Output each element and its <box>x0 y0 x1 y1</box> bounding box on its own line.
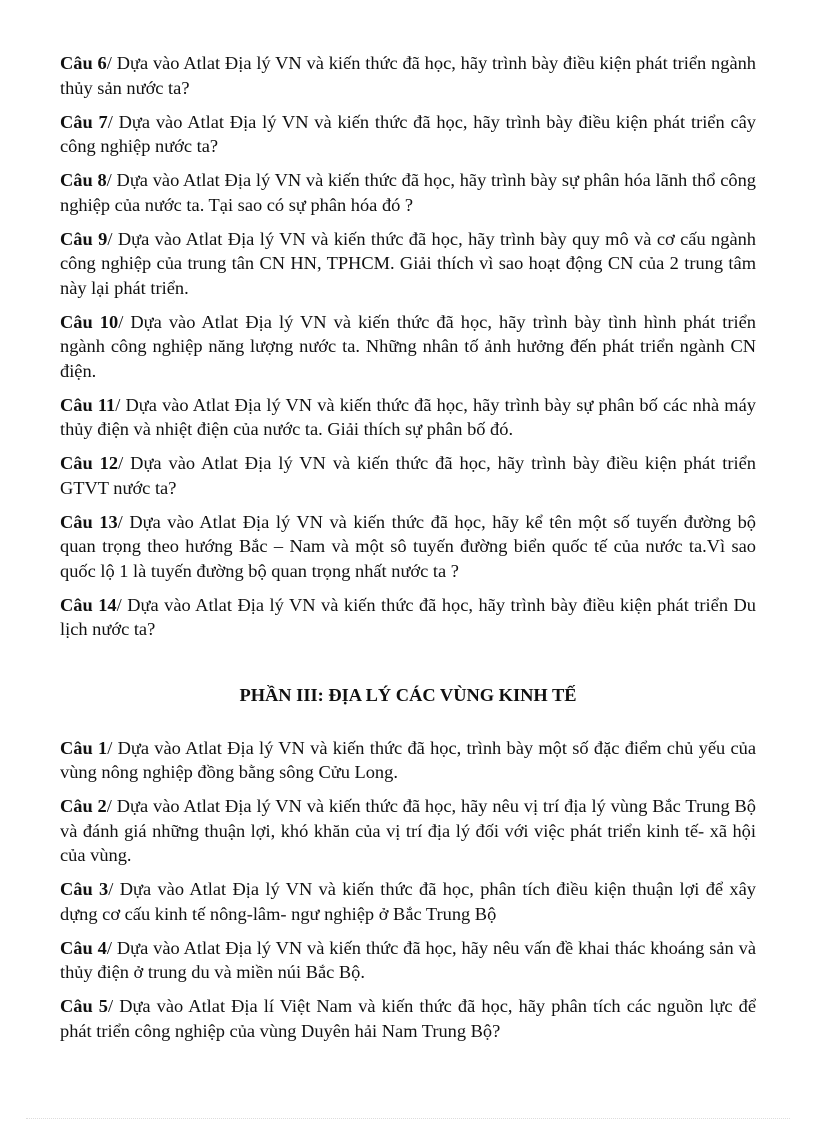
question-number: Câu 2 <box>60 796 107 816</box>
question-text: Dựa vào Atlat Địa lý VN và kiến thức đã học, hãy trình bày điều kiện phát triển ngành thủy sản nước ta? <box>60 53 756 98</box>
question-cau-14: Câu 14/ Dựa vào Atlat Địa lý VN và kiến thức đã học, hãy trình bày điều kiện phát triển Du lịch nước ta? <box>60 594 756 639</box>
question-number: Câu 10 <box>60 311 119 332</box>
question-text: Dựa vào Atlat Địa lý VN và kiến thức đã học, hãy nêu vị trí địa lý vùng Bắc Trung Bộ và đánh giá những thuận lợi, khó khăn của vị trí địa lý đối với việc phát triển kinh tế- xã hội của vùng. <box>60 796 756 865</box>
question-cau-9: Câu 9/ Dựa vào Atlat Địa lý VN và kiến thức đã học, hãy trình bày quy mô và cơ cấu ngành công nghiệp của trung tân CN HN, TPHCM. Giải thích vì sao hoạt động CN của 2 trung tâm này lại phát triển. <box>60 228 756 298</box>
question-number: Câu 4 <box>60 937 107 958</box>
question-number: Câu 12 <box>60 453 119 473</box>
question-number: Câu 6 <box>60 53 107 73</box>
question-text: Dựa vào Atlat Địa lý VN và kiến thức đã học, hãy trình bày sự phân hóa lãnh thổ công nghiệp của nước ta. Tại sao có sự phân hóa đó ? <box>60 170 756 215</box>
section-title: PHẦN III: ĐỊA LÝ CÁC VÙNG KINH TẾ <box>239 684 577 705</box>
question-cau-1: Câu 1/ Dựa vào Atlat Địa lý VN và kiến thức đã học, trình bày một số đặc điểm chủ yếu của vùng nông nghiệp đồng bằng sông Cửu Long. <box>60 737 756 782</box>
question-number: Câu 8 <box>60 170 107 190</box>
question-cau-4: Câu 4/ Dựa vào Atlat Địa lý VN và kiến thức đã học, hãy nêu vấn đề khai thác khoáng sản và thủy điện ở trung du và miền núi Bắc Bộ. <box>60 937 757 982</box>
question-text: Dựa vào Atlat Địa lý VN và kiến thức đã học, hãy trình bày quy mô và cơ cấu ngành công nghiệp của trung tân CN HN, TPHCM. Giải thích vì sao hoạt động CN của 2 trung tâm này lại phát triển. <box>60 228 756 298</box>
question-cau-2: Câu 2/ Dựa vào Atlat Địa lý VN và kiến thức đã học, hãy nêu vị trí địa lý vùng Bắc Trung Bộ và đánh giá những thuận lợi, khó khăn của vị trí địa lý đối với việc phát triển kinh tế- xã hội của vùng. <box>60 796 756 865</box>
document-page <box>60 51 756 1053</box>
question-cau-5: Câu 5/ Dựa vào Atlat Địa lí Việt Nam và kiến thức đã học, hãy phân tích các nguồn lực để phát triển công nghiệp của vùng Duyên hải Nam Trung Bộ? <box>60 996 756 1041</box>
question-text: Dựa vào Atlat Địa lý VN và kiến thức đã học, hãy nêu vấn đề khai thác khoáng sản và thủy điện ở trung du và miền núi Bắc Bộ. <box>60 937 757 982</box>
question-text: Dựa vào Atlat Địa lý VN và kiến thức đã học, hãy trình bày điều kiện phát triển cây công nghiệp nước ta? <box>60 111 756 156</box>
question-cau-11: Câu 11/ Dựa vào Atlat Địa lý VN và kiến thức đã học, hãy trình bày sự phân bố các nhà máy thủy điện và nhiệt điện của nước ta. Giải thích sự phân bố đó. <box>60 394 756 439</box>
question-number: Câu 3 <box>60 879 109 899</box>
question-number: Câu 11 <box>60 394 116 415</box>
question-cau-13: Câu 13/ Dựa vào Atlat Địa lý VN và kiến thức đã học, hãy kể tên một số tuyến đường bộ quan trọng theo hướng Bắc – Nam và một sô tuyến đường biển quốc tế của nước ta.Vì sao quốc lộ 1 là tuyến đường bộ quan trọng nhất nước ta ? <box>60 511 756 581</box>
question-cau-6: Câu 6/ Dựa vào Atlat Địa lý VN và kiến thức đã học, hãy trình bày điều kiện phát triển ngành thủy sản nước ta? <box>60 53 756 98</box>
question-number: Câu 5 <box>60 996 108 1016</box>
page-footer-divider <box>26 1118 790 1119</box>
question-text: Dựa vào Atlat Địa lý VN và kiến thức đã học, hãy trình bày sự phân bố các nhà máy thủy điện và nhiệt điện của nước ta. Giải thích sự phân bố đó. <box>60 394 756 439</box>
question-text: Dựa vào Atlat Địa lý VN và kiến thức đã học, hãy kể tên một số tuyến đường bộ quan trọng theo hướng Bắc – Nam và một sô tuyến đường biển quốc tế của nước ta.Vì sao quốc lộ 1 là tuyến đường bộ quan trọng nhất nước ta ? <box>60 511 756 581</box>
question-text: Dựa vào Atlat Địa lý VN và kiến thức đã học, hãy trình bày tình hình phát triển ngành công nghiệp năng lượng nước ta. Những nhân tố ảnh hưởng đến phát triển ngành CN điện. <box>60 311 756 381</box>
question-number: Câu 1 <box>60 737 108 758</box>
question-number: Câu 7 <box>60 111 108 132</box>
question-cau-12: Câu 12/ Dựa vào Atlat Địa lý VN và kiến thức đã học, hãy trình bày điều kiện phát triển GTVT nước ta? <box>60 453 756 498</box>
question-text: Dựa vào Atlat Địa lý VN và kiến thức đã học, phân tích điều kiện thuận lợi để xây dựng cơ cấu kinh tế nông-lâm- ngư nghiệp ở Bắc Trung Bộ <box>60 879 756 924</box>
question-number: Câu 13 <box>60 511 118 532</box>
part3-question-list <box>60 736 756 1044</box>
question-cau-10: Câu 10/ Dựa vào Atlat Địa lý VN và kiến thức đã học, hãy trình bày tình hình phát triển ngành công nghiệp năng lượng nước ta. Những nhân tố ảnh hưởng đến phát triển ngành CN điện. <box>60 311 756 381</box>
part2-question-list <box>60 51 756 642</box>
question-cau-3: Câu 3/ Dựa vào Atlat Địa lý VN và kiến thức đã học, phân tích điều kiện thuận lợi để xây dựng cơ cấu kinh tế nông-lâm- ngư nghiệp ở Bắc Trung Bộ <box>60 879 756 924</box>
question-cau-7: Câu 7/ Dựa vào Atlat Địa lý VN và kiến thức đã học, hãy trình bày điều kiện phát triển cây công nghiệp nước ta? <box>60 111 756 156</box>
question-text: Dựa vào Atlat Địa lý VN và kiến thức đã học, trình bày một số đặc điểm chủ yếu của vùng nông nghiệp đồng bằng sông Cửu Long. <box>60 737 756 782</box>
question-text: Dựa vào Atlat Địa lí Việt Nam và kiến thức đã học, hãy phân tích các nguồn lực để phát triển công nghiệp của vùng Duyên hải Nam Trung Bộ? <box>60 996 756 1041</box>
question-text: Dựa vào Atlat Địa lý VN và kiến thức đã học, hãy trình bày điều kiện phát triển Du lịch nước ta? <box>60 594 756 639</box>
question-number: Câu 14 <box>60 594 117 615</box>
question-number: Câu 9 <box>60 228 108 249</box>
question-cau-8: Câu 8/ Dựa vào Atlat Địa lý VN và kiến thức đã học, hãy trình bày sự phân hóa lãnh thổ công nghiệp của nước ta. Tại sao có sự phân hóa đó ? <box>60 170 756 215</box>
question-text: Dựa vào Atlat Địa lý VN và kiến thức đã học, hãy trình bày điều kiện phát triển GTVT nước ta? <box>60 453 756 498</box>
